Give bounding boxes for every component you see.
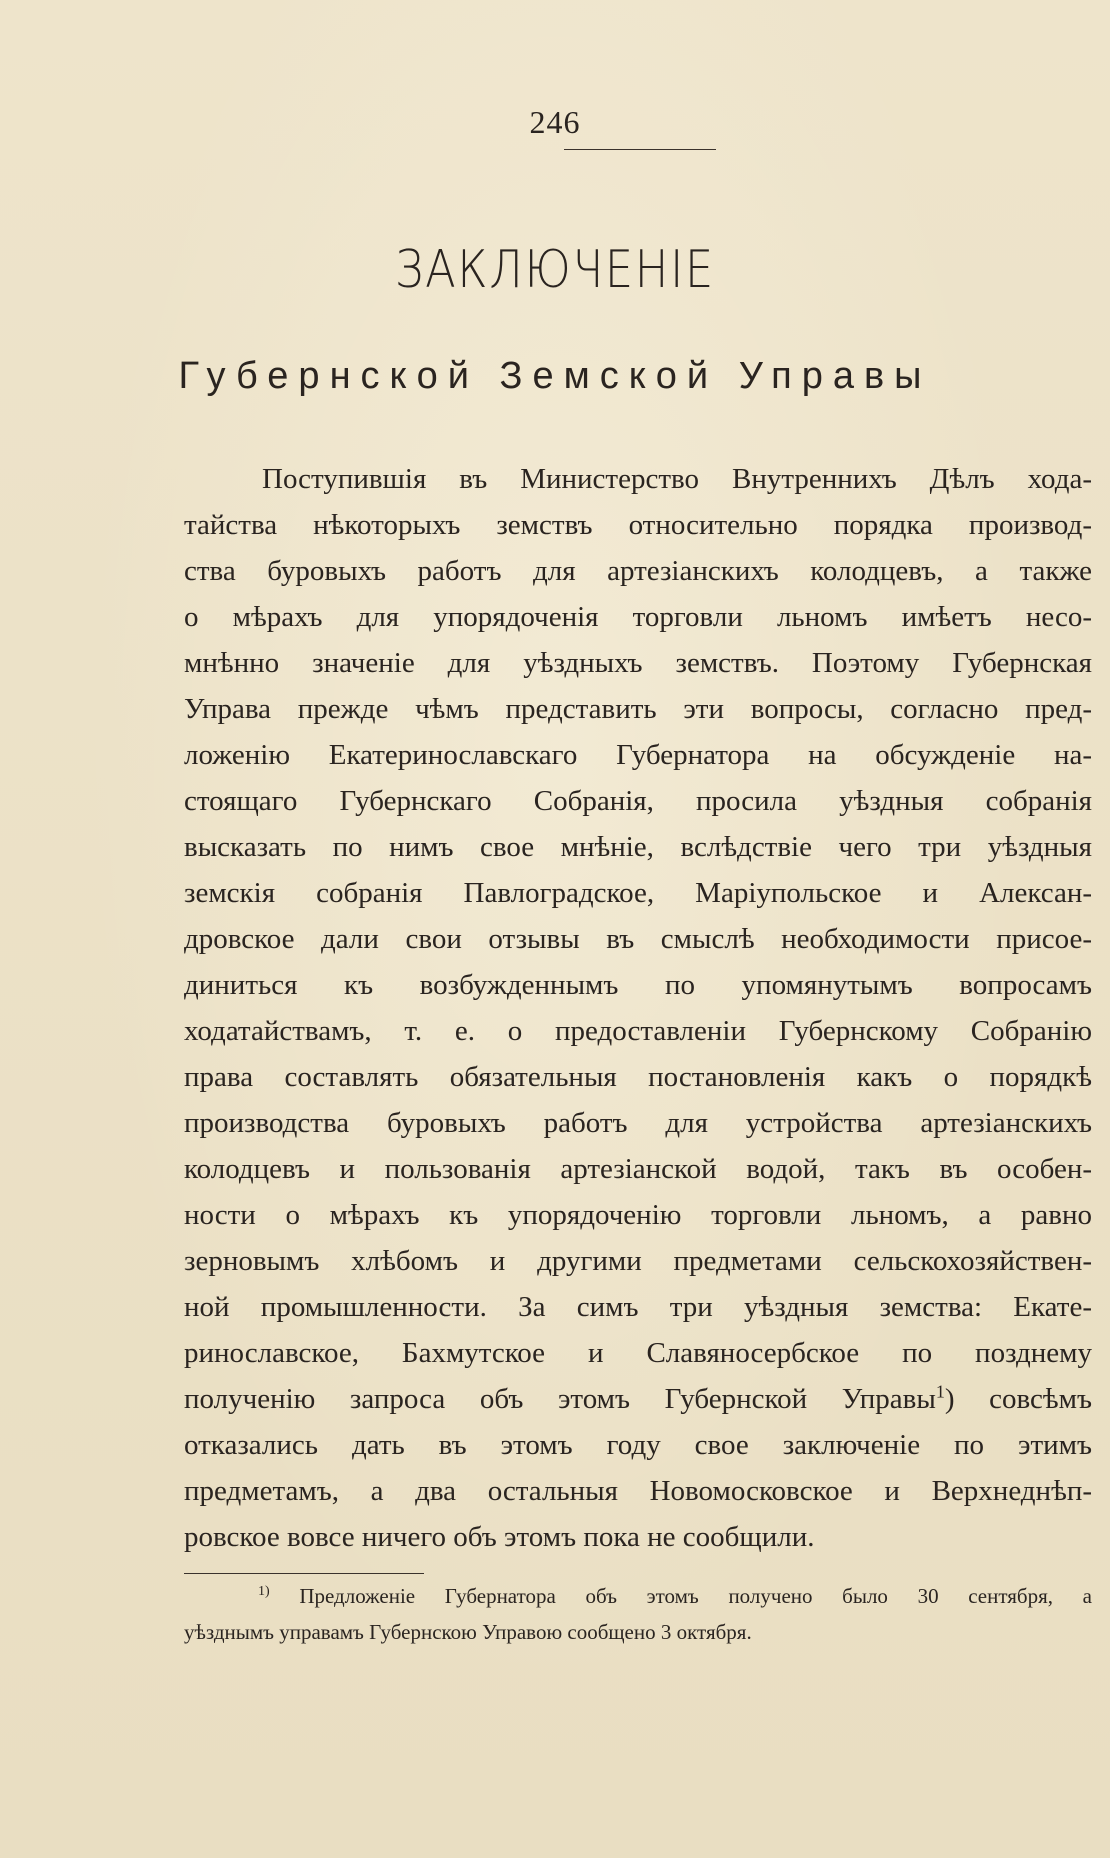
document-title: ЗАКЛЮЧЕНІЕ xyxy=(394,240,716,300)
body-line: земскія собранія Павлоградское, Маріупольское и Алексан- xyxy=(184,877,1092,909)
body-line: мнѣнно значеніе для уѣздныхъ земствъ. Поэтому Губернская xyxy=(184,647,1092,679)
body-line: диниться къ возбужденнымъ по упомянутымъ вопросамъ xyxy=(184,969,1092,1001)
body-line: высказать по нимъ свое мнѣніе, вслѣдствіе чего три уѣздныя xyxy=(184,831,1092,863)
body-line: Управа прежде чѣмъ представить эти вопросы, согласно пред- xyxy=(184,693,1092,725)
body-line: дровское дали свои отзывы въ смыслѣ необходимости присое- xyxy=(184,923,1092,955)
body-line: зерновымъ хлѣбомъ и другими предметами сельскохозяйствен- xyxy=(184,1245,1092,1277)
body-line: колодцевъ и пользованія артезіанской водой, такъ въ особен- xyxy=(184,1153,1092,1185)
body-paragraph xyxy=(184,456,1092,1560)
body-line: стоящаго Губернскаго Собранія, просила уѣздныя собранія xyxy=(184,785,1092,817)
body-line: предметамъ, а два остальныя Новомосковское и Верхнеднѣп- xyxy=(184,1475,1092,1507)
body-line: Поступившія въ Министерство Внутреннихъ Дѣлъ хода- xyxy=(262,463,1092,495)
body-line: права составлять обязательныя постановленія какъ о порядкѣ xyxy=(184,1061,1092,1093)
footnote-marker: 1) xyxy=(258,1584,270,1599)
body-line: ства буровыхъ работъ для артезіанскихъ колодцевъ, а также xyxy=(184,555,1092,587)
body-line: производства буровыхъ работъ для устройства артезіанскихъ xyxy=(184,1107,1092,1139)
footnote-line xyxy=(184,1578,1092,1614)
footnote-text: Предложеніе Губернатора объ этомъ получено было 30 сентября, а xyxy=(299,1584,1092,1608)
body-line: ной промышленности. За симъ три уѣздныя земства: Екате- xyxy=(184,1291,1092,1323)
document-subtitle: Губернской Земской Управы xyxy=(178,355,932,397)
body-line: ности о мѣрахъ къ упорядоченію торговли льномъ, а равно xyxy=(184,1199,1092,1231)
body-line: ринославское, Бахмутское и Славяносербское по позднему xyxy=(184,1337,1092,1369)
body-line: ложенію Екатеринославскаго Губернатора на обсужденіе на- xyxy=(184,739,1092,771)
body-line: ходатайствамъ, т. е. о предоставленіи Губернскому Собранію xyxy=(184,1015,1092,1047)
footnote xyxy=(184,1578,1092,1650)
body-line: о мѣрахъ для упорядоченія торговли льномъ имѣетъ несо- xyxy=(184,601,1092,633)
page-number: 246 xyxy=(529,104,581,140)
footnote-line: уѣзднымъ управамъ Губернскою Управою сообщено 3 октября. xyxy=(184,1620,752,1644)
body-line-text: полученію запроса объ этомъ Губернской Управы xyxy=(184,1383,936,1415)
footnote-rule xyxy=(184,1573,424,1574)
body-line: отказались дать въ этомъ году свое заключеніе по этимъ xyxy=(184,1429,1092,1461)
body-line-tail: ) совсѣмъ xyxy=(944,1383,1092,1415)
body-line-with-footnote-ref xyxy=(184,1376,1092,1422)
footnote-reference: 1 xyxy=(935,1381,945,1402)
page-number-rule xyxy=(564,149,716,150)
body-line: ровское вовсе ничего объ этомъ пока не сообщили. xyxy=(184,1521,815,1553)
body-line: тайства нѣкоторыхъ земствъ относительно порядка производ- xyxy=(184,509,1092,541)
